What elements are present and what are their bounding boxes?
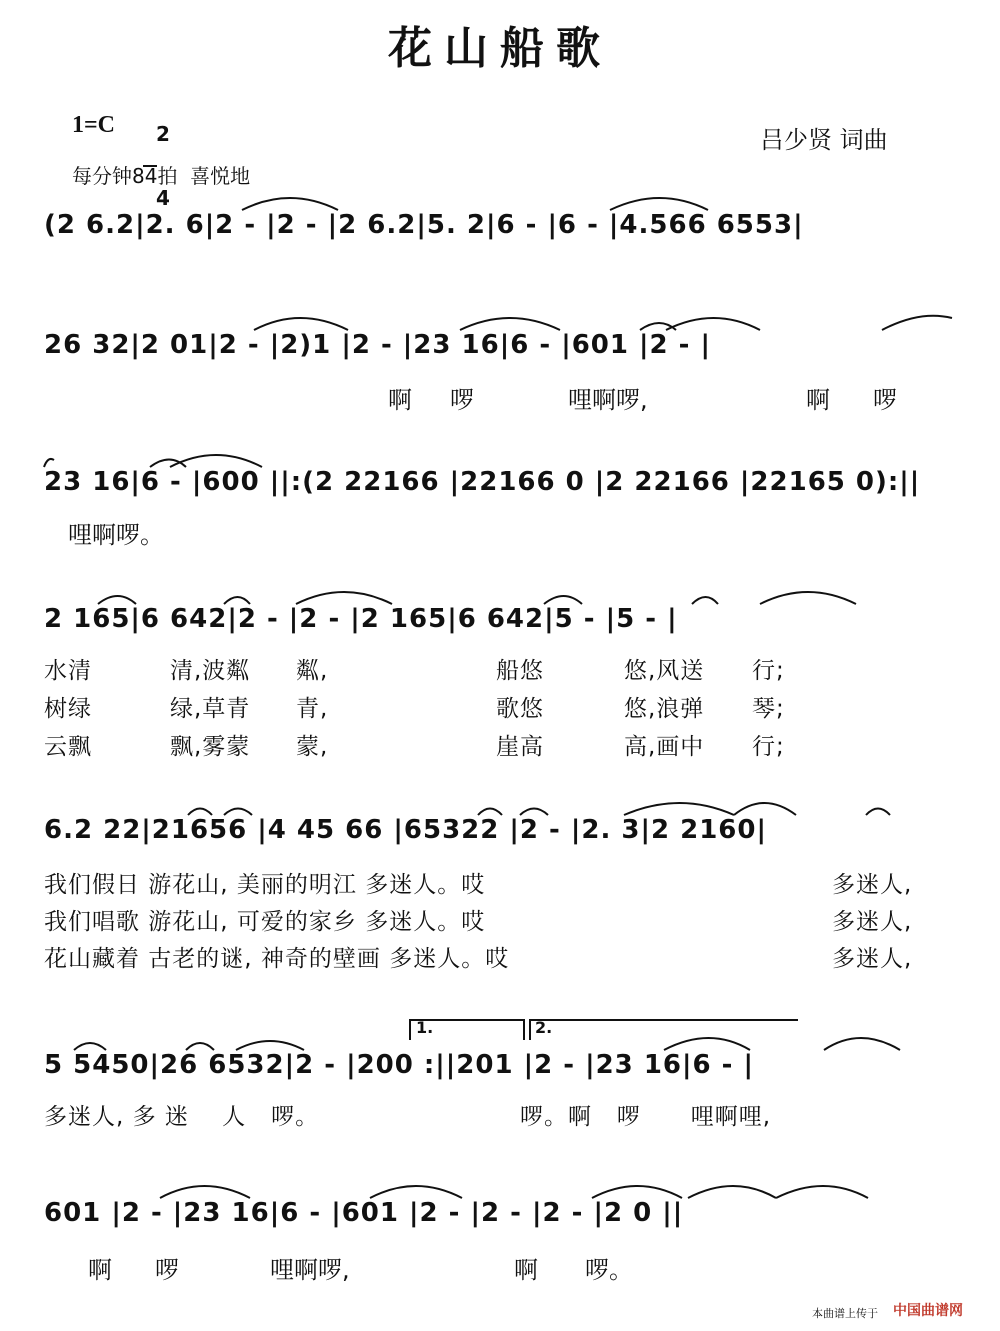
page-title: 花山船歌	[388, 23, 612, 74]
verse-1-lyric: 粼,	[296, 658, 329, 684]
tie-slur	[296, 592, 392, 604]
tie-slur	[370, 1186, 462, 1198]
notation-line-6: 5 5450|26 6532|2 - |200 :||201 |2 - |23 16|6 - |	[44, 1050, 754, 1080]
notation-line-3: 23 16|6 - |600 ||:(2 22166 |22166 0 |2 22166 |22165 0):||	[44, 467, 921, 497]
tie-slur	[692, 597, 718, 604]
site-logo: 中国曲谱网	[893, 1303, 963, 1319]
verse-2-lyric: 我们唱歌 游花山, 可爱的家乡 多迷人。哎	[44, 909, 486, 935]
tie-slur	[160, 1186, 250, 1198]
verse-2-lyric: 青,	[296, 696, 329, 722]
lyric: 啊	[88, 1256, 112, 1284]
tie-slur	[688, 1186, 776, 1198]
key-signature: 1=C	[72, 112, 116, 138]
tie-slur	[150, 460, 186, 468]
verse-3-lyric: 崖高	[496, 734, 544, 760]
verse-1-lyric: 悠,风送	[624, 658, 705, 684]
volta-1-bracket	[410, 1020, 524, 1040]
verse-3-lyric: 云飘	[44, 734, 92, 760]
tie-slur	[254, 318, 348, 330]
verse-1-lyric: 水清	[44, 658, 92, 684]
tie-slur	[186, 1043, 214, 1050]
verse-2-lyric: 多迷人,	[832, 909, 913, 935]
verse-3-lyric: 行;	[752, 734, 785, 760]
lyric: 啰。啊 啰 哩啊哩,	[520, 1104, 772, 1130]
tie-slur	[224, 597, 250, 604]
lyric: 啊	[388, 386, 412, 414]
lyric: 啰	[450, 386, 474, 414]
lyric: 多迷人, 多 迷 人 啰。	[44, 1104, 320, 1130]
tie-slur	[624, 803, 734, 815]
verse-1-lyric: 我们假日 游花山, 美丽的明江 多迷人。哎	[44, 872, 486, 898]
volta-2-label: 2.	[535, 1018, 553, 1037]
tie-slur	[866, 809, 890, 816]
lyric: 哩啊啰,	[270, 1256, 350, 1284]
tie-slur	[882, 316, 952, 330]
tie-slur	[592, 1186, 682, 1198]
verse-2-lyric: 歌悠	[496, 696, 544, 722]
verse-3-lyric: 飘,雾蒙	[170, 734, 251, 760]
lyric: 啰	[873, 386, 897, 414]
tie-slur	[544, 596, 582, 604]
verse-3-lyric: 高,画中	[624, 734, 705, 760]
lyric: 啊	[806, 386, 830, 414]
volta-2-bracket	[530, 1020, 798, 1040]
notation-line-1: (2 6.2|2. 6|2 - |2 - |2 6.2|5. 2|6 - |6 - |4.566 6553|	[44, 210, 804, 240]
tie-slur	[98, 596, 136, 604]
tie-slur	[44, 459, 54, 467]
lyric: 啰。	[585, 1256, 633, 1284]
tie-slur	[734, 803, 796, 815]
tie-slur	[610, 198, 708, 210]
tie-slur	[242, 198, 338, 210]
verse-1-lyric: 行;	[752, 658, 785, 684]
verse-1-lyric: 多迷人,	[832, 872, 913, 898]
author-credit: 吕少贤 词曲	[760, 126, 888, 154]
verse-1-lyric: 清,波粼	[170, 658, 251, 684]
verse-2-lyric: 琴;	[752, 696, 785, 722]
verse-2-lyric: 树绿	[44, 696, 92, 722]
notation-line-2: 26 32|2 01|2 - |2)1 |2 - |23 16|6 - |601 |2 - |	[44, 330, 712, 360]
volta-1-label: 1.	[416, 1018, 434, 1037]
lyric: 哩啊啰。	[68, 521, 164, 549]
verse-3-lyric: 多迷人,	[832, 946, 913, 972]
tie-slur	[760, 592, 856, 604]
tie-slur	[188, 809, 212, 816]
footer-upload-text: 本曲谱上传于	[812, 1307, 878, 1320]
notation-line-4: 2 165|6 642|2 - |2 - |2 165|6 642|5 - |5 - |	[44, 604, 678, 634]
time-signature-top: 2	[155, 122, 170, 146]
tie-slur	[664, 1038, 750, 1050]
lyric: 啊	[514, 1256, 538, 1284]
verse-2-lyric: 绿,草青	[170, 696, 251, 722]
tie-slur	[666, 318, 760, 330]
verse-2-lyric: 悠,浪弹	[624, 696, 705, 722]
notation-line-7: 601 |2 - |23 16|6 - |601 |2 - |2 - |2 - |2 0 ||	[44, 1198, 684, 1228]
tie-slur	[74, 1043, 106, 1050]
verse-3-lyric: 花山藏着 古老的谜, 神奇的壁画 多迷人。哎	[44, 946, 510, 972]
tie-slur	[776, 1186, 868, 1198]
lyric: 哩啊啰,	[568, 386, 648, 414]
tie-slur	[224, 809, 252, 816]
tempo-marking: 每分钟84拍 喜悦地	[72, 164, 251, 188]
tie-slur	[520, 809, 548, 816]
lyric: 啰	[155, 1256, 179, 1284]
verse-3-lyric: 蒙,	[296, 734, 329, 760]
tie-slur	[478, 809, 502, 816]
notation-line-5: 6.2 22|21656 |4 45 66 |65322 |2 - |2. 3|2 2160|	[44, 815, 767, 845]
time-signature-bottom: 4	[155, 186, 170, 210]
tie-slur	[460, 318, 560, 330]
tie-slur	[236, 1041, 304, 1050]
tie-slur	[640, 323, 676, 330]
tie-slur	[824, 1038, 900, 1050]
verse-1-lyric: 船悠	[496, 658, 544, 684]
